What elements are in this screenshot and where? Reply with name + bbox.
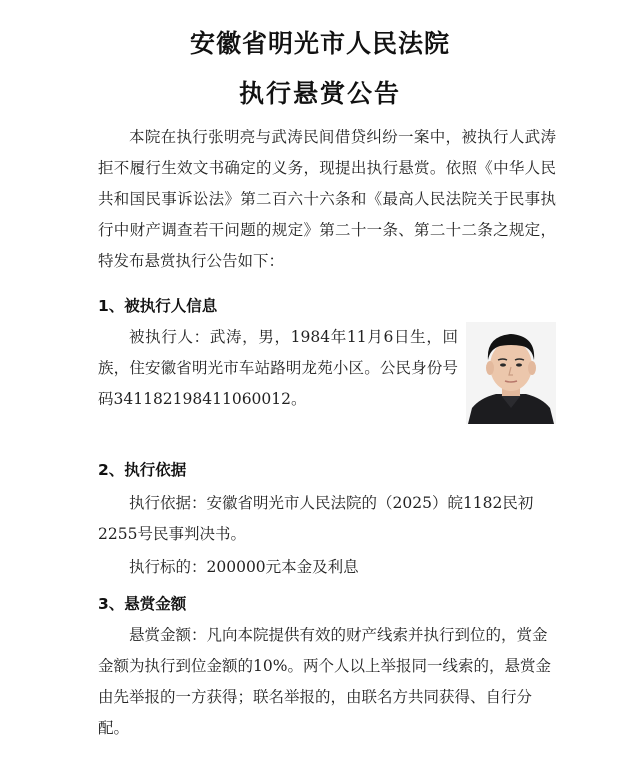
basis-paragraph: 执行依据：安徽省明光市人民法院的（2025）皖1182民初2255号民事判决书。 (98, 494, 534, 543)
section-heading-person-info: 1、被执行人信息 (98, 297, 218, 315)
notice-title: 执行悬赏公告 (238, 79, 401, 108)
person-photo (466, 322, 556, 424)
court-name: 安徽省明光市人民法院 (189, 29, 450, 58)
target-paragraph: 执行标的：200000元本金及利息 (129, 558, 359, 576)
person-info-paragraph: 被执行人：武涛，男，1984年11月6日生，回族，住安徽省明光市车站路明龙苑小区。公民身份号码341182198411060012。 (98, 328, 458, 408)
section-heading-reward: 3、悬赏金额 (98, 595, 187, 613)
section-heading-basis: 2、执行依据 (98, 461, 187, 479)
intro-paragraph: 本院在执行张明亮与武涛民间借贷纠纷一案中，被执行人武涛拒不履行生效文书确定的义务，现提出执行悬赏。依照《中华人民共和国民事诉讼法》第二百六十六条和《最高人民法院关于民事执行中财产调查若干问题的规定》第二十一条、第二十二条之规定，特发布悬赏执行公告如下： (98, 128, 556, 270)
person-photo-icon (466, 322, 556, 424)
reward-paragraph: 悬赏金额：凡向本院提供有效的财产线索并执行到位的，赏金金额为执行到位金额的10%。两个人以上举报同一线索的，悬赏金由先举报的一方获得；联名举报的，由联名方共同获得、自行分配。 (98, 626, 551, 737)
